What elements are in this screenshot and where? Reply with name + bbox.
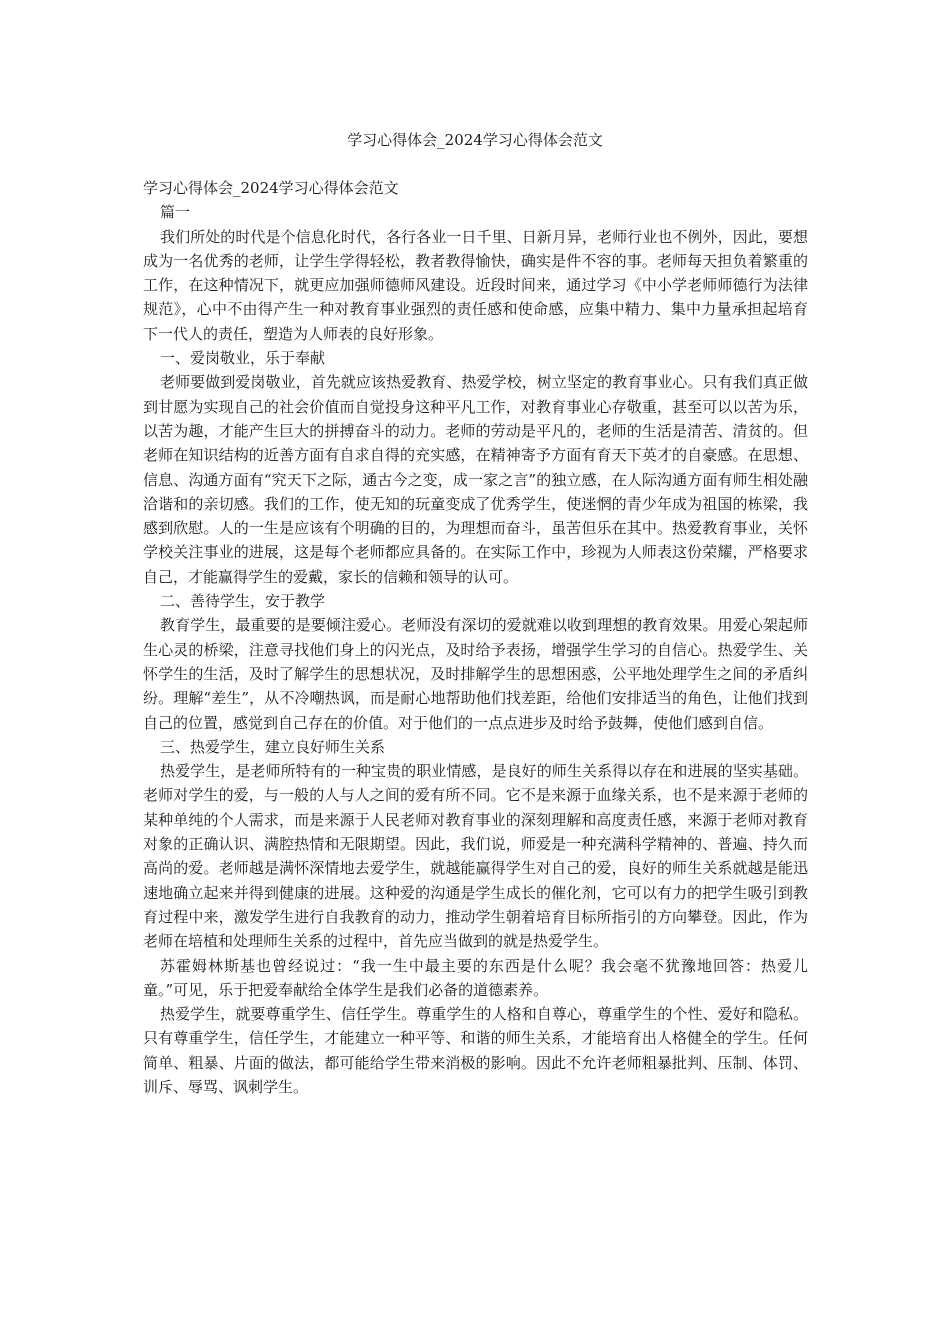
paragraph-quote: 苏霍姆林斯基也曾经说过：“我一生中最主要的东西是什么呢？我会毫不犹豫地回答：热爱儿童。”可见，乐于把爱奉献给全体学生是我们必备的道德素养。 <box>143 956 808 999</box>
paragraph-respect: 热爱学生，就要尊重学生、信任学生。尊重学生的人格和自尊心，尊重学生的个性、爱好和隐私。只有尊重学生，信任学生，才能建立一种平等、和谐的师生关系，才能培育出人格健全的学生。任何简单、粗暴、片面的做法，都可能给学生带来消极的影响。因此不允许老师粗暴批判、压制、体罚、训斥、辱骂、讽刺学生。 <box>143 1005 808 1096</box>
part-label: 篇一 <box>160 203 191 222</box>
paragraph-section-3: 热爱学生，是老师所特有的一种宝贵的职业情感，是良好的师生关系得以存在和进展的坚实基础。老师对学生的爱，与一般的人与人之间的爱有所不同。它不是来源于血缘关系，也不是来源于老师的某种单纯的个人需求，而是来源于人民老师对教育事业的深刻理解和高度责任感，来源于老师对教育对象的正确认识、满腔热情和无限期望。因此，我们说，师爱是一种充满科学精神的、普遍、持久而高尚的爱。老师越是满怀深情地去爱学生，就越能赢得学生对自己的爱，良好的师生关系就越是能迅速地确立起来并得到健康的进展。这种爱的沟通是学生成长的催化剂，它可以有力的把学生吸引到教育过程中来，激发学生进行自我教育的动力，推动学生朝着培育目标所指引的方向攀登。因此，作为老师在培植和处理师生关系的过程中，首先应当做到的就是热爱学生。 <box>143 762 808 951</box>
section-heading-3: 三、热爱学生，建立良好师生关系 <box>160 737 386 756</box>
paragraph-section-2: 教育学生，最重要的是要倾注爱心。老师没有深切的爱就难以收到理想的教育效果。用爱心架起师生心灵的桥梁，注意寻找他们身上的闪光点，及时给予表扬，增强学生学习的自信心。热爱学生、关怀学生的生活，及时了解学生的思想状况，及时排解学生的思想困惑，公平地处理学生之间的矛盾纠纷。理解“差生”，从不冷嘲热讽，而是耐心地帮助他们找差距，给他们安排适当的角色，让他们找到自己的位置，感觉到自己存在的价值。对于他们的一点点进步及时给予鼓舞，使他们感到自信。 <box>143 616 808 732</box>
section-heading-1: 一、爱岗敬业，乐于奉献 <box>160 349 326 368</box>
document-title: 学习心得体会_2024学习心得体会范文 <box>347 131 603 149</box>
paragraph-intro: 我们所处的时代是个信息化时代，各行各业一日千里、日新月异，老师行业也不例外，因此，要想成为一名优秀的老师，让学生学得轻松，教者教得愉快，确实是件不容的事。老师每天担负着繁重的工作，在这种情况下，就更应加强师德师风建设。近段时间来，通过学习《中小学老师师德行为法律规范》，心中不由得产生一种对教育事业强烈的责任感和使命感，应集中精力、集中力量承担起培育下一代人的责任，塑造为人师表的良好形象。 <box>143 227 808 343</box>
document-subtitle: 学习心得体会_2024学习心得体会范文 <box>143 179 399 197</box>
paragraph-section-1: 老师要做到爱岗敬业，首先就应该热爱教育、热爱学校，树立坚定的教育事业心。只有我们真正做到甘愿为实现自己的社会价值而自觉投身这种平凡工作，对教育事业心存敬重，甚至可以以苦为乐，以苦为趣，才能产生巨大的拼搏奋斗的动力。老师的劳动是平凡的，老师的生活是清苦、清贫的。但老师在知识结构的近善方面有自求自得的充实感，在精神寄予方面有育天下英才的自豪感。在思想、信息、沟通方面有“究天下之际，通古今之变，成一家之言”的独立感，在人际沟通方面有师生相处融洽谐和的亲切感。我们的工作，使无知的玩童变成了优秀学生，使迷惘的青少年成为祖国的栋梁，我感到欣慰。人的一生是应该有个明确的目的，为理想而奋斗，虽苦但乐在其中。热爱教育事业，关怀学校关注事业的进展，这是每个老师都应具备的。在实际工作中，珍视为人师表这份荣耀，严格要求自己，才能赢得学生的爱戴，家长的信赖和领导的认可。 <box>143 373 808 586</box>
section-heading-2: 二、善待学生，安于教学 <box>160 592 326 611</box>
document-body <box>143 176 808 1099</box>
